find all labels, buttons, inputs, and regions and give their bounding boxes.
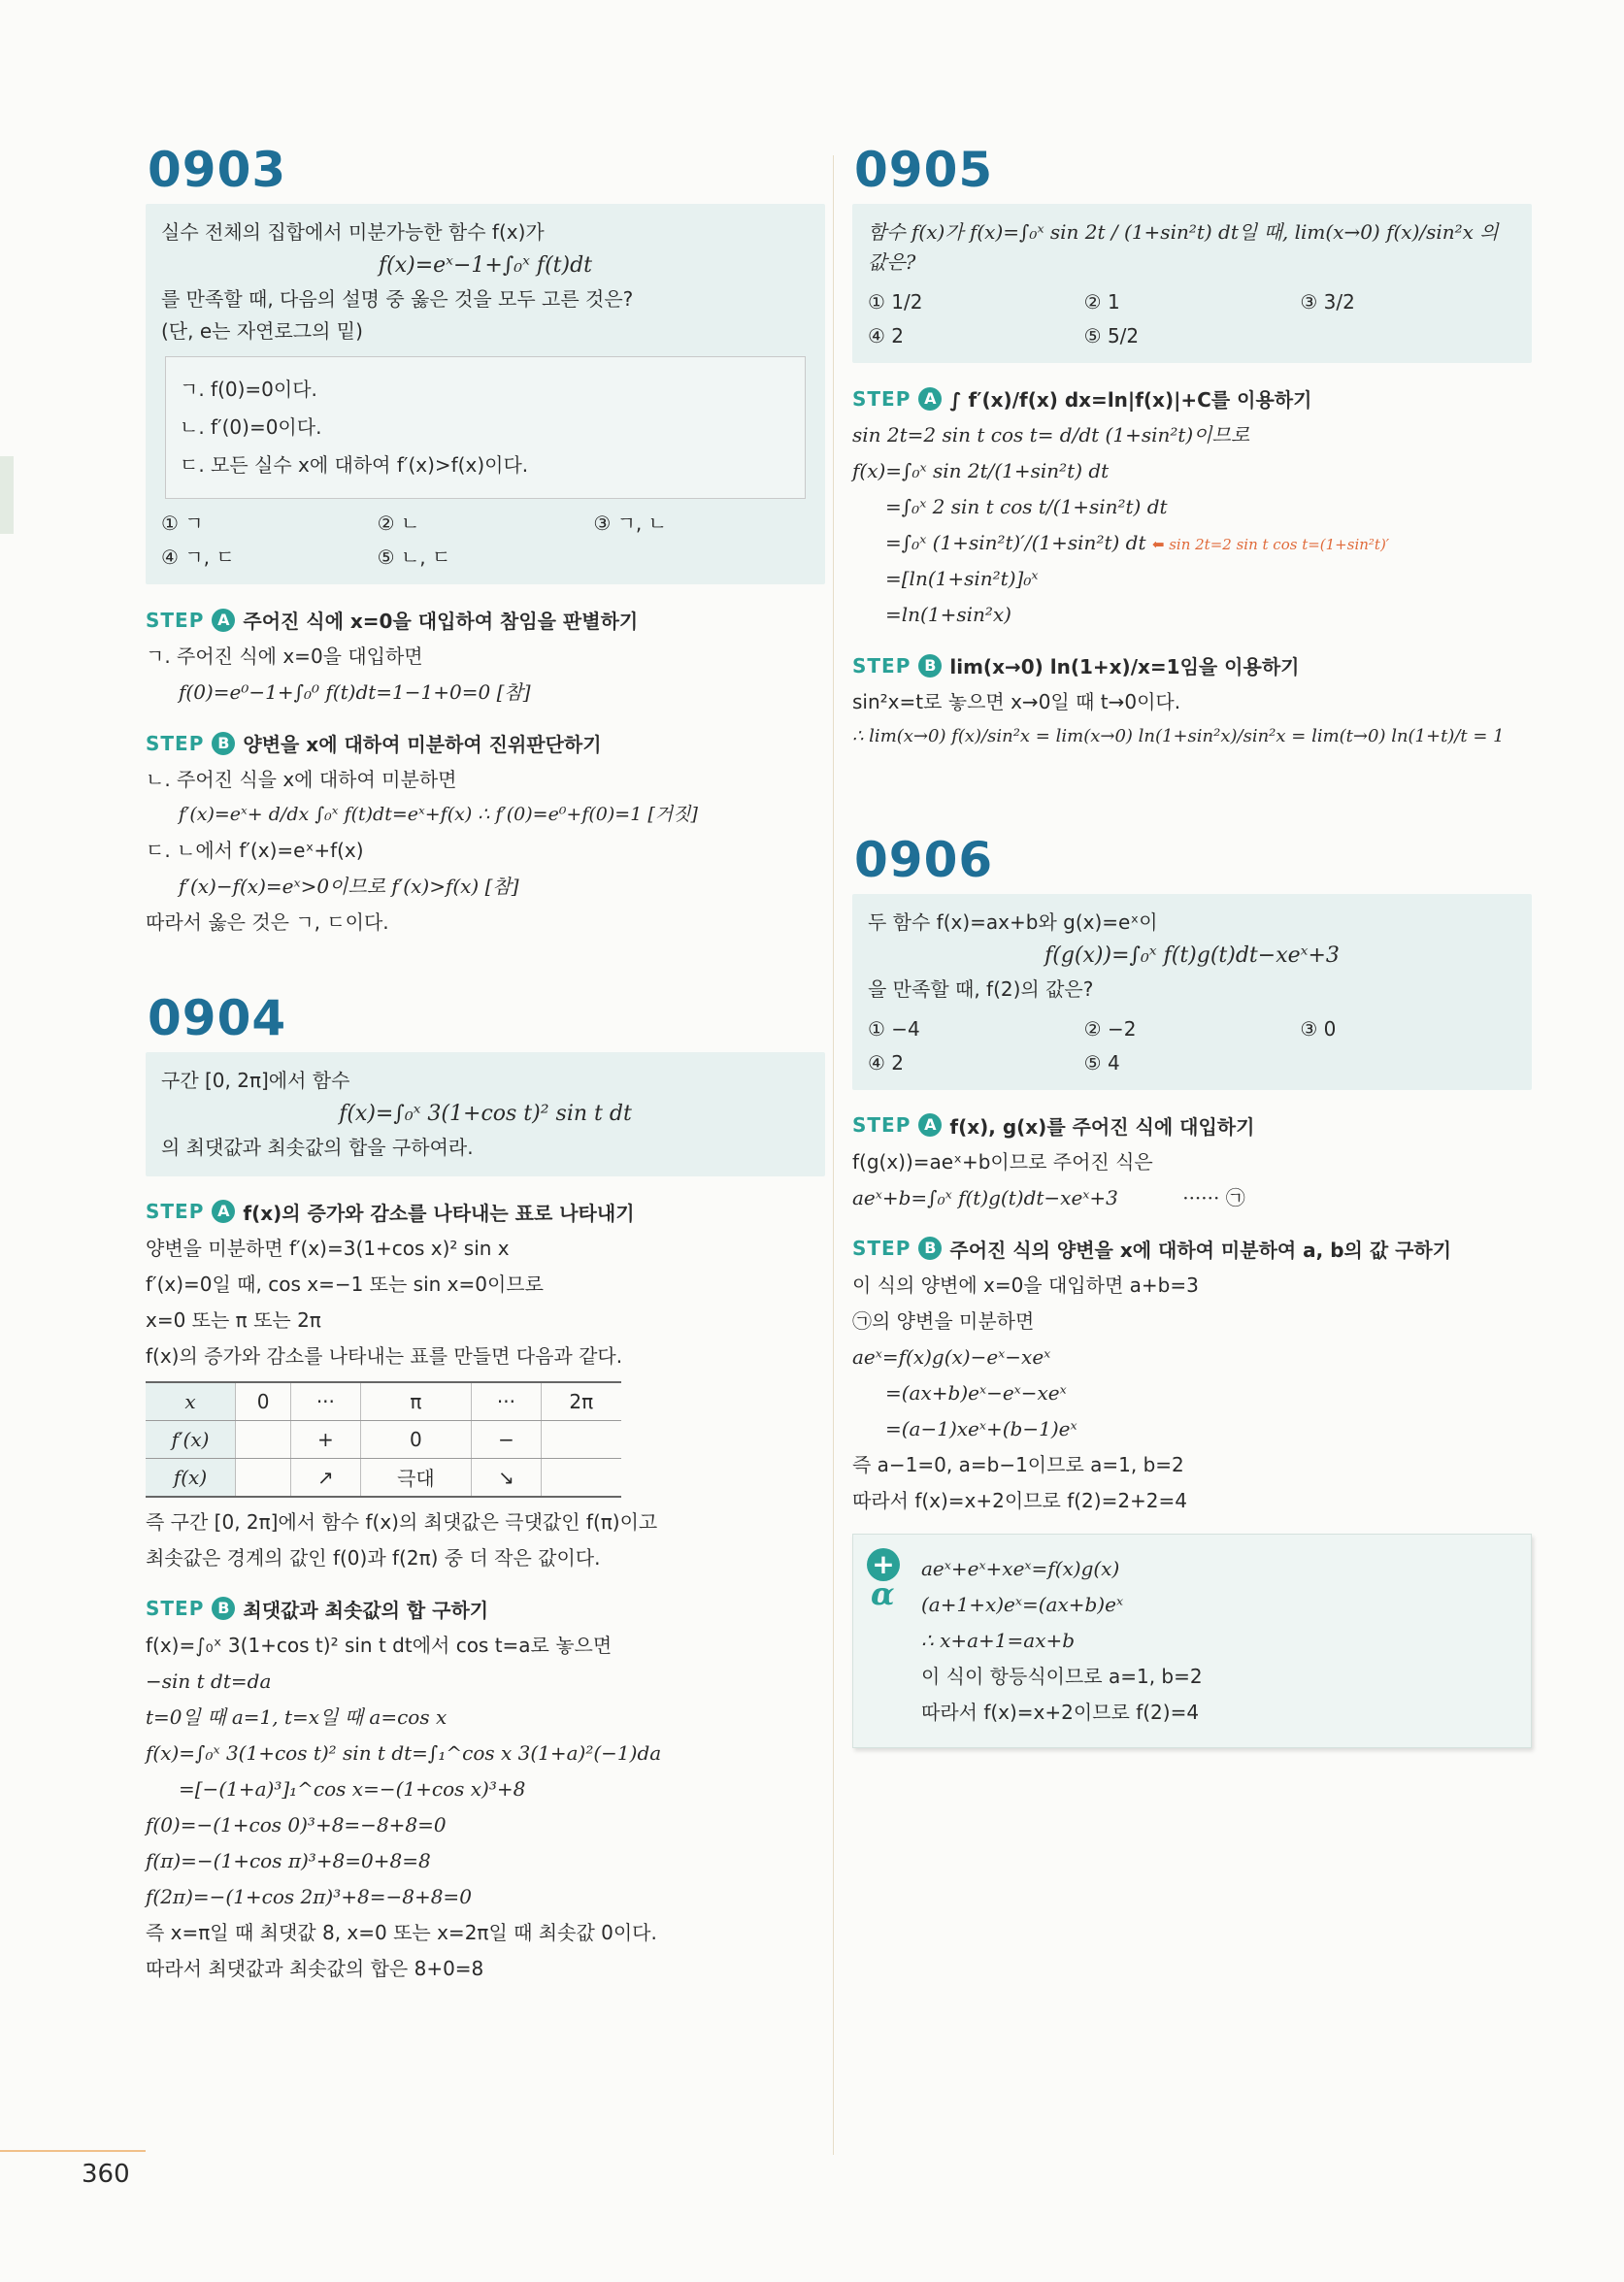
answer-choices bbox=[161, 509, 810, 573]
choice: ② −2 bbox=[1083, 1016, 1137, 1041]
step-a-badge: A bbox=[212, 609, 235, 632]
choice: ⑤ ㄴ, ㄷ bbox=[377, 546, 451, 570]
equation-mark: ······ ㉠ bbox=[1182, 1185, 1245, 1209]
question-equation: f(x)=eˣ−1+∫₀ˣ f(t)dt bbox=[379, 253, 592, 278]
solution-line: f′(x)=0일 때, cos x=−1 또는 sin x=0이므로 bbox=[146, 1272, 544, 1296]
table-cell bbox=[236, 1420, 291, 1458]
solution-line: =[ln(1+sin²t)]₀ˣ bbox=[885, 567, 1039, 590]
annotation-note: ⬅ sin 2t=2 sin t cos t=(1+sin²t)′ bbox=[1151, 536, 1390, 553]
problem-number: 0906 bbox=[854, 831, 994, 888]
question-text: 의 최댓값과 최솟값의 합을 구하여라. bbox=[161, 1135, 474, 1159]
question-intro: 구간 [0, 2π]에서 함수 bbox=[161, 1068, 350, 1092]
solution-line: 따라서 옳은 것은 ㄱ, ㄷ이다. bbox=[146, 909, 389, 934]
solution-expression: =∫₀ˣ (1+sin²t)′/(1+sin²t) dt bbox=[885, 531, 1146, 554]
solution-line: f(0)=−(1+cos 0)³+8=−8+8=0 bbox=[146, 1812, 447, 1836]
table-row bbox=[146, 1458, 621, 1497]
step-a-badge: A bbox=[918, 1113, 942, 1137]
solution-line: sin²x=t로 놓으면 x→0일 때 t→0이다. bbox=[852, 690, 1181, 713]
solution-line: =[−(1+a)³]₁^cos x=−(1+cos x)³+8 bbox=[179, 1776, 526, 1801]
table-cell: x bbox=[146, 1382, 236, 1421]
solution-line: ∴ lim(x→0) f(x)/sin²x = lim(x→0) ln(1+sin²x)/sin²x = lim(t→0) ln(1+t)/t = 1 bbox=[852, 726, 1505, 746]
question-box bbox=[146, 1052, 825, 1176]
solution-line: 즉 a−1=0, a=b−1이므로 a=1, b=2 bbox=[852, 1452, 1184, 1476]
solution-line: ㄴ. 주어진 식을 x에 대하여 미분하면 bbox=[146, 768, 457, 792]
choice: ③ 3/2 bbox=[1300, 290, 1355, 314]
question-box bbox=[852, 894, 1532, 1090]
solution-line: ㉠의 양변을 미분하면 bbox=[852, 1308, 1035, 1333]
step-title: f(x), g(x)를 주어진 식에 대입하기 bbox=[949, 1114, 1255, 1139]
solution bbox=[146, 606, 825, 937]
statement-item: ㄴ. f′(0)=0이다. bbox=[180, 415, 322, 440]
table-cell: 0 bbox=[236, 1382, 291, 1421]
step-heading bbox=[146, 729, 825, 757]
solution bbox=[852, 1111, 1532, 1748]
solution-line: x=0 또는 π 또는 2π bbox=[146, 1307, 321, 1332]
table-cell bbox=[236, 1458, 291, 1497]
step-title: ∫ f′(x)/f(x) dx=ln|f(x)|+C를 이용하기 bbox=[949, 388, 1312, 412]
table-row bbox=[146, 1382, 621, 1421]
step-word: STEP bbox=[852, 653, 911, 678]
step-title: 주어진 식에 x=0을 대입하여 참임을 판별하기 bbox=[243, 610, 639, 634]
solution-line: =∫₀ˣ 2 sin t cos t/(1+sin²t) dt bbox=[885, 495, 1168, 518]
step-word: STEP bbox=[852, 1237, 911, 1261]
statement-box bbox=[165, 356, 806, 499]
step-a-badge: A bbox=[918, 387, 942, 411]
step-b-badge: B bbox=[918, 654, 942, 678]
table-cell: − bbox=[472, 1420, 541, 1458]
step-a-badge: A bbox=[212, 1200, 235, 1223]
increase-decrease-table bbox=[146, 1381, 621, 1498]
table-cell: 0 bbox=[360, 1420, 472, 1458]
solution-line: f(x)=∫₀ˣ 3(1+cos t)² sin t dt=∫₁^cos x 3(1+a)²(−1)da bbox=[146, 1740, 662, 1765]
choice: ① 1/2 bbox=[868, 290, 923, 314]
solution-line: 즉 x=π일 때 최댓값 8, x=0 또는 x=2π일 때 최솟값 0이다. bbox=[146, 1920, 657, 1944]
step-word: STEP bbox=[146, 1597, 205, 1621]
solution-line: 즉 구간 [0, 2π]에서 함수 f(x)의 최댓값은 극댓값인 f(π)이고 bbox=[146, 1509, 658, 1534]
step-title: f(x)의 증가와 감소를 나타내는 표로 나타내기 bbox=[243, 1201, 635, 1225]
plus-alpha-tip-box bbox=[852, 1534, 1532, 1748]
solution-line: =(a−1)xeˣ+(b−1)eˣ bbox=[885, 1416, 1077, 1440]
step-heading bbox=[852, 651, 1532, 679]
question-equation: f(x)=∫₀ˣ 3(1+cos t)² sin t dt bbox=[339, 1101, 632, 1126]
step-heading bbox=[146, 1595, 825, 1623]
solution-line: t=0일 때 a=1, t=x일 때 a=cos x bbox=[146, 1704, 447, 1729]
problem-0906 bbox=[852, 831, 1532, 1748]
choice: ① ㄱ bbox=[161, 512, 204, 536]
question-text: 를 만족할 때, 다음의 설명 중 옳은 것을 모두 고른 것은? bbox=[161, 287, 634, 312]
tip-line: 이 식이 항등식이므로 a=1, b=2 bbox=[921, 1664, 1203, 1688]
choice: ① −4 bbox=[868, 1016, 920, 1041]
step-b-badge: B bbox=[212, 1597, 235, 1620]
table-cell: ··· bbox=[472, 1382, 541, 1421]
choice: ② ㄴ bbox=[377, 512, 420, 536]
step-heading bbox=[852, 1111, 1532, 1140]
question-intro: 두 함수 f(x)=ax+b와 g(x)=eˣ이 bbox=[868, 909, 1158, 934]
table-cell: + bbox=[291, 1420, 360, 1458]
solution-line: 따라서 f(x)=x+2이므로 f(2)=2+2=4 bbox=[852, 1488, 1188, 1512]
step-heading bbox=[146, 606, 825, 634]
step-title: 양변을 x에 대하여 미분하여 진위판단하기 bbox=[243, 733, 602, 757]
problem-0904 bbox=[146, 989, 825, 1984]
question-box bbox=[852, 204, 1532, 363]
answer-choices bbox=[868, 1014, 1516, 1078]
solution-line: 양변을 미분하면 f′(x)=3(1+cos x)² sin x bbox=[146, 1236, 510, 1260]
tip-line: ∴ x+a+1=ax+b bbox=[921, 1628, 1076, 1652]
table-cell: π bbox=[360, 1382, 472, 1421]
page-number: 360 bbox=[82, 2160, 130, 2189]
problem-0903 bbox=[146, 142, 825, 938]
solution-line: sin 2t=2 sin t cos t= d/dt (1+sin²t)이므로 bbox=[852, 423, 1250, 446]
solution-line: f′(x)=eˣ+ d/dx ∫₀ˣ f(t)dt=eˣ+f(x) ∴ f′(0)=e⁰+f(0)=1 [거짓] bbox=[179, 804, 698, 826]
solution-line: f(π)=−(1+cos π)³+8=0+8=8 bbox=[146, 1848, 431, 1872]
answer-choices bbox=[868, 287, 1516, 351]
solution-line: 따라서 최댓값과 최솟값의 합은 8+0=8 bbox=[146, 1956, 484, 1980]
solution-line: 이 식의 양변에 x=0을 대입하면 a+b=3 bbox=[852, 1273, 1199, 1297]
problem-number: 0905 bbox=[854, 142, 994, 198]
solution-line: =ln(1+sin²x) bbox=[885, 603, 1011, 626]
table-cell: ↘ bbox=[472, 1458, 541, 1497]
choice: ② 1 bbox=[1083, 290, 1120, 314]
question-equation: f(g(x))=∫₀ˣ f(t)g(t)dt−xeˣ+3 bbox=[1044, 943, 1340, 968]
question-note: (단, e는 자연로그의 밑) bbox=[161, 319, 363, 344]
table-cell: 2π bbox=[541, 1382, 621, 1421]
table-cell: f(x) bbox=[146, 1458, 236, 1497]
question-intro: 실수 전체의 집합에서 미분가능한 함수 f(x)가 bbox=[161, 220, 545, 244]
solution bbox=[146, 1198, 825, 1984]
question-text: 함수 f(x)가 f(x)=∫₀ˣ sin 2t / (1+sin²t) dt일 때, lim(x→0) f(x)/sin²x 의 값은? bbox=[868, 220, 1499, 274]
solution-line bbox=[852, 1183, 1532, 1213]
solution-line: aeˣ=f(x)g(x)−eˣ−xeˣ bbox=[852, 1344, 1051, 1369]
side-tab-decoration bbox=[0, 456, 14, 534]
step-heading bbox=[852, 384, 1532, 413]
solution-line: f(x)=∫₀ˣ 3(1+cos t)² sin t dt에서 cos t=a로 놓으면 bbox=[146, 1633, 613, 1657]
step-b-badge: B bbox=[918, 1237, 942, 1260]
table-row bbox=[146, 1420, 621, 1458]
solution-line bbox=[852, 528, 1532, 558]
step-word: STEP bbox=[146, 1200, 205, 1224]
statement-item: ㄱ. f(0)=0이다. bbox=[180, 378, 317, 402]
step-title: 최댓값과 최솟값의 합 구하기 bbox=[243, 1598, 489, 1622]
right-column bbox=[852, 142, 1532, 1748]
plus-alpha-icon: + α bbox=[867, 1548, 908, 1606]
step-b-badge: B bbox=[212, 732, 235, 755]
solution-line: f(2π)=−(1+cos 2π)³+8=−8+8=0 bbox=[146, 1884, 472, 1908]
table-cell: f′(x) bbox=[146, 1420, 236, 1458]
table-cell: ↗ bbox=[291, 1458, 360, 1497]
solution-line: =(ax+b)eˣ−eˣ−xeˣ bbox=[885, 1380, 1067, 1405]
choice: ④ 2 bbox=[868, 324, 905, 347]
choice: ③ ㄱ, ㄴ bbox=[593, 512, 667, 536]
choice: ④ 2 bbox=[868, 1050, 905, 1075]
solution-line: ㄷ. ㄴ에서 f′(x)=eˣ+f(x) bbox=[146, 838, 364, 862]
step-title: lim(x→0) ln(1+x)/x=1임을 이용하기 bbox=[949, 655, 1300, 678]
solution-line: f(g(x))=aeˣ+b이므로 주어진 식은 bbox=[852, 1149, 1153, 1174]
solution bbox=[852, 384, 1532, 750]
step-word: STEP bbox=[146, 608, 205, 632]
choice: ⑤ 5/2 bbox=[1083, 324, 1140, 347]
statement-item: ㄷ. 모든 실수 x에 대하여 f′(x)>f(x)이다. bbox=[180, 453, 529, 478]
step-word: STEP bbox=[852, 386, 911, 411]
solution-line: f′(x)−f(x)=eˣ>0이므로 f′(x)>f(x) [참] bbox=[179, 874, 519, 898]
choice: ⑤ 4 bbox=[1083, 1050, 1120, 1075]
step-word: STEP bbox=[852, 1113, 911, 1138]
choice: ③ 0 bbox=[1300, 1016, 1337, 1041]
solution-line: f(0)=e⁰−1+∫₀⁰ f(t)dt=1−1+0=0 [참] bbox=[179, 680, 531, 705]
tip-line: (a+1+x)eˣ=(ax+b)eˣ bbox=[921, 1592, 1124, 1616]
table-cell: ··· bbox=[291, 1382, 360, 1421]
footer-line bbox=[0, 2150, 146, 2152]
table-cell bbox=[541, 1458, 621, 1497]
tip-line: aeˣ+eˣ+xeˣ=f(x)g(x) bbox=[921, 1556, 1120, 1580]
solution-line: f(x)의 증가와 감소를 나타내는 표를 만들면 다음과 같다. bbox=[146, 1343, 623, 1368]
choice: ④ ㄱ, ㄷ bbox=[161, 546, 235, 570]
problem-number: 0904 bbox=[148, 989, 287, 1046]
question-box bbox=[146, 204, 825, 584]
solution-line: 최솟값은 경계의 값인 f(0)과 f(2π) 중 더 작은 값이다. bbox=[146, 1545, 601, 1570]
solution-expression: aeˣ+b=∫₀ˣ f(t)g(t)dt−xeˣ+3 bbox=[852, 1185, 1118, 1209]
step-heading bbox=[146, 1198, 825, 1226]
left-column bbox=[146, 142, 825, 1990]
solution-line: ㄱ. 주어진 식에 x=0을 대입하면 bbox=[146, 645, 423, 669]
problem-number: 0903 bbox=[148, 142, 287, 198]
step-word: STEP bbox=[146, 731, 205, 755]
solution-line: f(x)=∫₀ˣ sin 2t/(1+sin²t) dt bbox=[852, 459, 1110, 482]
solution-line: −sin t dt=da bbox=[146, 1669, 272, 1693]
column-divider bbox=[833, 155, 834, 2155]
tip-line: 따라서 f(x)=x+2이므로 f(2)=4 bbox=[921, 1700, 1200, 1724]
step-heading bbox=[852, 1235, 1532, 1263]
table-cell: 극대 bbox=[360, 1458, 472, 1497]
step-title: 주어진 식의 양변을 x에 대하여 미분하여 a, b의 값 구하기 bbox=[949, 1238, 1452, 1262]
table-cell bbox=[541, 1420, 621, 1458]
problem-0905 bbox=[852, 142, 1532, 750]
question-text: 을 만족할 때, f(2)의 값은? bbox=[868, 976, 1094, 1001]
